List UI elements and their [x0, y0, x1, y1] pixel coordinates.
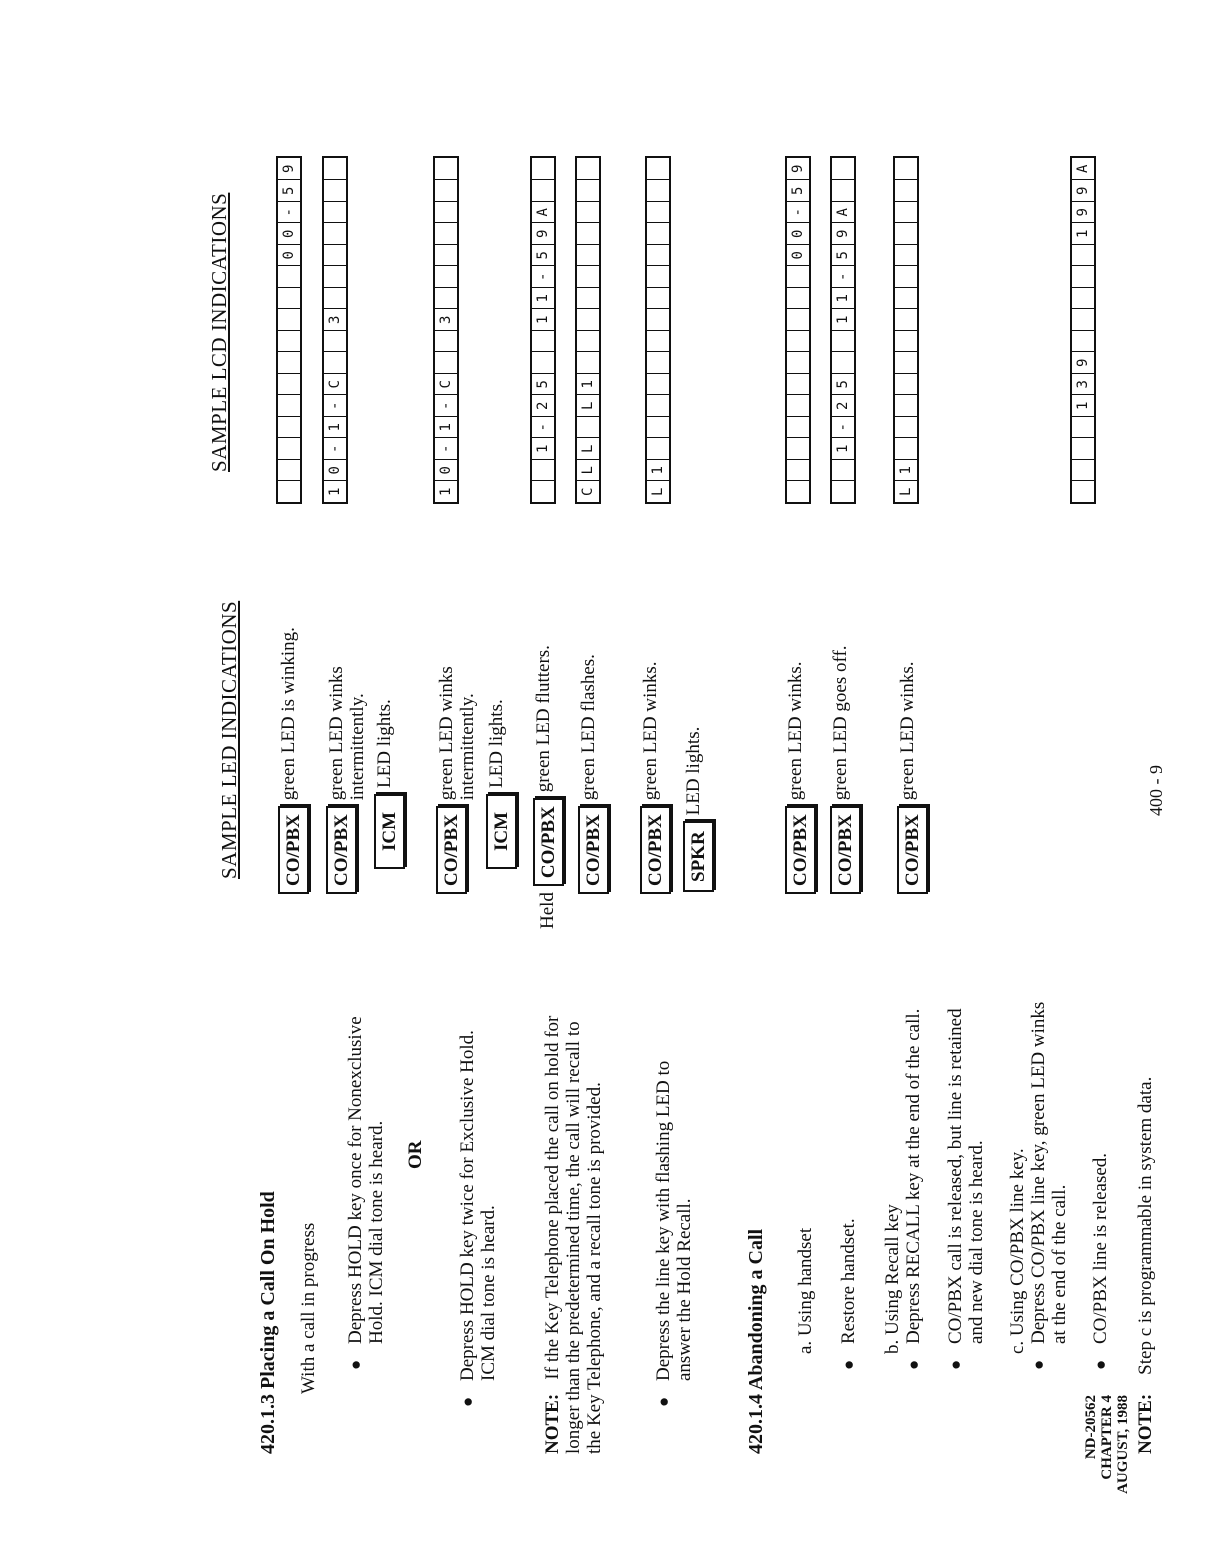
bullet-depress-line-key — [1028, 1002, 1070, 1344]
bullet-line-released: ● CO/PBX line is released. — [1090, 1153, 1111, 1344]
lcd-cell: 1 — [647, 459, 669, 481]
bullet-text: ● Depress CO/PBX line key, green LED winks — [1028, 1001, 1049, 1344]
lcd-cell — [577, 201, 599, 223]
co-pbx-key[interactable]: CO/PBX — [785, 806, 816, 894]
lcd-cell — [278, 416, 300, 438]
lcd-cell: 9 — [1072, 201, 1094, 223]
step-b-label: b. Using Recall key — [882, 1204, 903, 1354]
lcd-cell — [832, 459, 854, 481]
lcd-cell — [787, 309, 809, 331]
lcd-cell — [1072, 481, 1094, 503]
led-status-text: green LED flashes. — [578, 654, 599, 801]
led-row — [486, 699, 517, 869]
lcd-display — [830, 156, 856, 504]
lcd-cell: 0 — [787, 223, 809, 245]
lcd-cell — [278, 287, 300, 309]
lcd-cell — [435, 330, 457, 352]
lcd-cell — [787, 459, 809, 481]
lcd-cell: 1 — [832, 309, 854, 331]
lcd-cell — [832, 180, 854, 202]
bullet-text: ● Depress the line key with flashing LED to — [653, 1060, 674, 1381]
lcd-cell: 0 — [787, 244, 809, 266]
led-status-text: green LED winks intermittently. — [326, 666, 368, 801]
lcd-cell — [895, 373, 917, 395]
lcd-cell — [577, 266, 599, 288]
lcd-cell: 0 — [324, 459, 346, 481]
section-title-placing-on-hold: 420.1.3 Placing a Call On Hold — [257, 1191, 279, 1454]
lcd-cell — [787, 395, 809, 417]
lcd-cell — [577, 416, 599, 438]
note-hold-recall — [542, 1016, 605, 1454]
lcd-cell — [435, 223, 457, 245]
lcd-cell: 1 — [324, 416, 346, 438]
lcd-cell — [647, 330, 669, 352]
lcd-cell — [895, 438, 917, 460]
lcd-display — [322, 156, 348, 504]
lcd-cell — [1072, 244, 1094, 266]
note-text: If the Key Telephone placed the call on hold for — [542, 1015, 563, 1380]
lcd-cell: 1 — [435, 481, 457, 503]
lcd-cell — [647, 438, 669, 460]
bullet-text: ICM dial tone is heard. — [478, 1205, 499, 1381]
led-status-text: green LED winks. — [785, 661, 806, 801]
note-text: longer than the predetermined time, the call will recall to — [563, 1021, 584, 1454]
lcd-cell — [647, 223, 669, 245]
lcd-cell — [1072, 330, 1094, 352]
lcd-column-heading: SAMPLE LCD INDICATIONS — [207, 192, 231, 472]
lcd-cell: 9 — [1072, 352, 1094, 374]
lcd-cell: 1 — [532, 287, 554, 309]
lcd-cell: L — [577, 438, 599, 460]
led-row — [683, 727, 714, 892]
lcd-cell: C — [577, 481, 599, 503]
led-status-text: green LED winks. — [640, 661, 661, 801]
lcd-display — [276, 156, 302, 504]
lcd-cell — [832, 158, 854, 180]
lcd-cell: 1 — [435, 416, 457, 438]
lcd-cell: A — [1075, 164, 1091, 173]
lcd-cell — [324, 180, 346, 202]
lcd-cell — [647, 352, 669, 374]
lcd-cell: L — [647, 481, 669, 503]
lcd-cell — [895, 223, 917, 245]
lcd-cell — [577, 180, 599, 202]
lcd-cell: - — [787, 201, 809, 223]
led-row — [897, 661, 928, 894]
lcd-cell — [1072, 416, 1094, 438]
lcd-cell: L — [577, 395, 599, 417]
lcd-cell — [278, 309, 300, 331]
chapter-label: CHAPTER 4 — [1099, 1395, 1115, 1480]
lcd-cell: 1 — [832, 438, 854, 460]
lcd-cell — [577, 223, 599, 245]
lcd-cell — [532, 459, 554, 481]
bullet-text: ● Depress HOLD key twice for Exclusive Hold. — [457, 1030, 478, 1381]
lcd-cell — [647, 416, 669, 438]
lcd-cell: 5 — [278, 180, 300, 202]
lcd-cell — [1072, 287, 1094, 309]
lcd-cell: C — [435, 373, 457, 395]
lcd-cell — [278, 266, 300, 288]
lcd-cell: 1 — [1072, 395, 1094, 417]
note-text: the Key Telephone, and a recall tone is provided. — [584, 1082, 605, 1454]
bullet-text: Hold. ICM dial tone is heard. — [366, 1120, 387, 1344]
lcd-cell — [435, 244, 457, 266]
lcd-cell: 0 — [278, 244, 300, 266]
lcd-cell — [532, 481, 554, 503]
lcd-cell: 5 — [832, 244, 854, 266]
icm-key[interactable]: ICM — [374, 794, 405, 869]
lcd-cell: 5 — [832, 373, 854, 395]
lcd-cell: 1 — [832, 287, 854, 309]
lcd-cell — [895, 330, 917, 352]
lcd-cell — [532, 158, 554, 180]
lcd-cell — [787, 266, 809, 288]
lcd-cell: - — [832, 416, 854, 438]
intro-text: With a call in progress — [298, 1222, 319, 1394]
lcd-cell: 3 — [1072, 373, 1094, 395]
lcd-cell — [787, 352, 809, 374]
bullet-text: and new dial tone is heard. — [966, 1140, 987, 1344]
co-pbx-key[interactable]: CO/PBX — [897, 806, 928, 894]
lcd-cell — [787, 287, 809, 309]
co-pbx-key[interactable]: CO/PBX — [578, 806, 609, 894]
lcd-cell — [577, 330, 599, 352]
lcd-display — [893, 156, 919, 504]
page-number: 400 - 9 — [1146, 765, 1166, 816]
lcd-cell: 1 — [532, 309, 554, 331]
led-status-text: LED lights. — [374, 699, 395, 788]
icm-key[interactable]: ICM — [486, 794, 517, 869]
led-status-text: green LED winks. — [897, 661, 918, 801]
led-row — [640, 661, 671, 894]
lcd-cell — [647, 395, 669, 417]
led-status-text: green LED winks intermittently. — [436, 666, 478, 801]
led-row — [578, 654, 609, 894]
lcd-cell — [832, 352, 854, 374]
lcd-cell: - — [532, 416, 554, 438]
lcd-cell — [895, 180, 917, 202]
lcd-cell — [324, 244, 346, 266]
lcd-cell — [895, 266, 917, 288]
lcd-cell: 9 — [281, 164, 297, 173]
co-pbx-key[interactable]: CO/PBX — [326, 806, 357, 894]
lcd-cell — [832, 481, 854, 503]
led-row — [278, 627, 309, 894]
lcd-cell — [278, 438, 300, 460]
lcd-cell — [324, 330, 346, 352]
lcd-cell — [647, 158, 669, 180]
lcd-cell: - — [324, 438, 346, 460]
co-pbx-key[interactable]: CO/PBX — [533, 798, 564, 886]
revision-date: AUGUST, 1988 — [1115, 1395, 1131, 1494]
lcd-cell — [832, 330, 854, 352]
lcd-display — [433, 156, 459, 504]
lcd-cell — [1072, 438, 1094, 460]
lcd-cell — [895, 244, 917, 266]
lcd-cell — [435, 287, 457, 309]
lcd-cell — [647, 373, 669, 395]
led-status-text: LED lights. — [683, 726, 704, 816]
lcd-cell — [532, 352, 554, 374]
document-header — [1083, 1395, 1131, 1494]
note-programmable — [1135, 1077, 1156, 1454]
lcd-cell: - — [278, 201, 300, 223]
lcd-cell: 9 — [532, 223, 554, 245]
lcd-cell — [435, 201, 457, 223]
lcd-display — [575, 156, 601, 504]
bullet-nonexclusive-hold — [345, 1016, 387, 1344]
lcd-cell — [647, 180, 669, 202]
lcd-cell — [324, 201, 346, 223]
lcd-cell — [577, 352, 599, 374]
lcd-cell — [278, 481, 300, 503]
led-column-heading: SAMPLE LED INDICATIONS — [217, 600, 241, 879]
lcd-cell: 0 — [278, 223, 300, 245]
lcd-cell: 2 — [832, 395, 854, 417]
lcd-cell — [278, 459, 300, 481]
led-row — [533, 645, 564, 929]
bullet-text: ● Depress HOLD key once for Nonexclusive — [345, 1016, 366, 1344]
lcd-cell — [647, 244, 669, 266]
lcd-cell — [787, 416, 809, 438]
lcd-cell: 1 — [324, 481, 346, 503]
co-pbx-key[interactable]: CO/PBX — [278, 806, 309, 894]
note-label: NOTE: — [542, 1393, 563, 1454]
lcd-cell: 1 — [532, 438, 554, 460]
lcd-cell — [1072, 459, 1094, 481]
lcd-cell — [324, 287, 346, 309]
lcd-cell — [435, 180, 457, 202]
bullet-depress-recall: ● Depress RECALL key at the end of the call. — [903, 1009, 924, 1344]
lcd-cell: A — [832, 201, 854, 223]
lcd-cell — [278, 395, 300, 417]
lcd-cell: 9 — [1072, 180, 1094, 202]
lcd-cell — [895, 395, 917, 417]
lcd-cell: 0 — [435, 459, 457, 481]
bullet-text: at the end of the call. — [1049, 1184, 1070, 1344]
lcd-cell: 5 — [532, 244, 554, 266]
lcd-cell: 9 — [832, 223, 854, 245]
document-number: ND-20562 — [1083, 1395, 1099, 1460]
lcd-cell — [647, 309, 669, 331]
lcd-display — [785, 156, 811, 504]
lcd-cell: 3 — [324, 309, 346, 331]
lcd-cell: 2 — [532, 395, 554, 417]
lcd-cell — [895, 158, 917, 180]
lcd-cell — [532, 180, 554, 202]
lcd-cell — [1072, 266, 1094, 288]
co-pbx-key[interactable]: CO/PBX — [830, 806, 861, 894]
bullet-text: ● CO/PBX call is released, but line is retained — [945, 1008, 966, 1344]
lcd-cell — [787, 481, 809, 503]
or-separator: OR — [405, 1140, 426, 1169]
spkr-key[interactable]: SPKR — [683, 821, 714, 892]
lcd-cell: L — [577, 459, 599, 481]
led-row — [436, 666, 478, 894]
lcd-cell — [787, 373, 809, 395]
lcd-cell — [577, 158, 599, 180]
held-prefix: Held — [537, 892, 558, 929]
lcd-cell — [787, 330, 809, 352]
lcd-cell: C — [324, 373, 346, 395]
lcd-cell — [895, 309, 917, 331]
led-status-text: green LED flutters. — [533, 645, 554, 793]
lcd-cell — [435, 158, 457, 180]
lcd-cell — [324, 352, 346, 374]
lcd-cell: 3 — [435, 309, 457, 331]
lcd-cell — [647, 266, 669, 288]
lcd-cell: 5 — [787, 180, 809, 202]
led-status-text: LED lights. — [486, 699, 507, 788]
lcd-cell — [324, 266, 346, 288]
lcd-cell: 5 — [532, 373, 554, 395]
lcd-cell — [532, 330, 554, 352]
lcd-cell: L — [895, 481, 917, 503]
led-status-text: green LED is winking. — [278, 627, 299, 801]
step-c-label: c. Using CO/PBX line key. — [1007, 1148, 1028, 1354]
lcd-cell — [324, 223, 346, 245]
lcd-cell — [1072, 309, 1094, 331]
led-row — [374, 699, 405, 869]
led-row — [785, 661, 816, 894]
bullet-text: answer the Hold Recall. — [674, 1198, 695, 1381]
lcd-cell: 1 — [895, 459, 917, 481]
lcd-cell: - — [435, 395, 457, 417]
lcd-cell — [435, 266, 457, 288]
lcd-cell: 1 — [1072, 223, 1094, 245]
lcd-cell — [435, 352, 457, 374]
lcd-cell — [278, 352, 300, 374]
step-a-label: a. Using handset — [795, 1227, 816, 1354]
lcd-cell — [787, 438, 809, 460]
bullet-answer-recall — [653, 1061, 695, 1381]
lcd-cell: - — [832, 266, 854, 288]
lcd-cell: 1 — [577, 373, 599, 395]
lcd-display — [530, 156, 556, 504]
lcd-cell — [278, 330, 300, 352]
note-text: Step c is programmable in system data. — [1135, 1076, 1156, 1375]
bullet-call-released — [945, 1008, 987, 1344]
lcd-display — [1070, 156, 1096, 504]
led-status-text: green LED goes off. — [830, 645, 851, 801]
lcd-cell: - — [435, 438, 457, 460]
lcd-cell: - — [324, 395, 346, 417]
lcd-cell: - — [532, 266, 554, 288]
lcd-cell — [278, 373, 300, 395]
bullet-restore-handset: ● Restore handset. — [838, 1218, 859, 1344]
lcd-cell — [577, 287, 599, 309]
led-row — [830, 645, 861, 894]
lcd-cell: A — [532, 201, 554, 223]
lcd-display — [645, 156, 671, 504]
bullet-exclusive-hold — [457, 1030, 499, 1381]
lcd-cell — [324, 158, 346, 180]
lcd-cell — [647, 287, 669, 309]
lcd-cell — [895, 416, 917, 438]
lcd-cell — [895, 352, 917, 374]
co-pbx-key[interactable]: CO/PBX — [436, 806, 467, 894]
lcd-cell: 9 — [790, 164, 806, 173]
lcd-cell — [577, 244, 599, 266]
led-row — [326, 666, 368, 894]
co-pbx-key[interactable]: CO/PBX — [640, 806, 671, 894]
lcd-cell — [647, 201, 669, 223]
lcd-cell — [895, 201, 917, 223]
lcd-cell — [577, 309, 599, 331]
lcd-cell — [895, 287, 917, 309]
note-label: NOTE: — [1135, 1393, 1156, 1454]
section-title-abandoning-call: 420.1.4 Abandoning a Call — [745, 1228, 767, 1454]
